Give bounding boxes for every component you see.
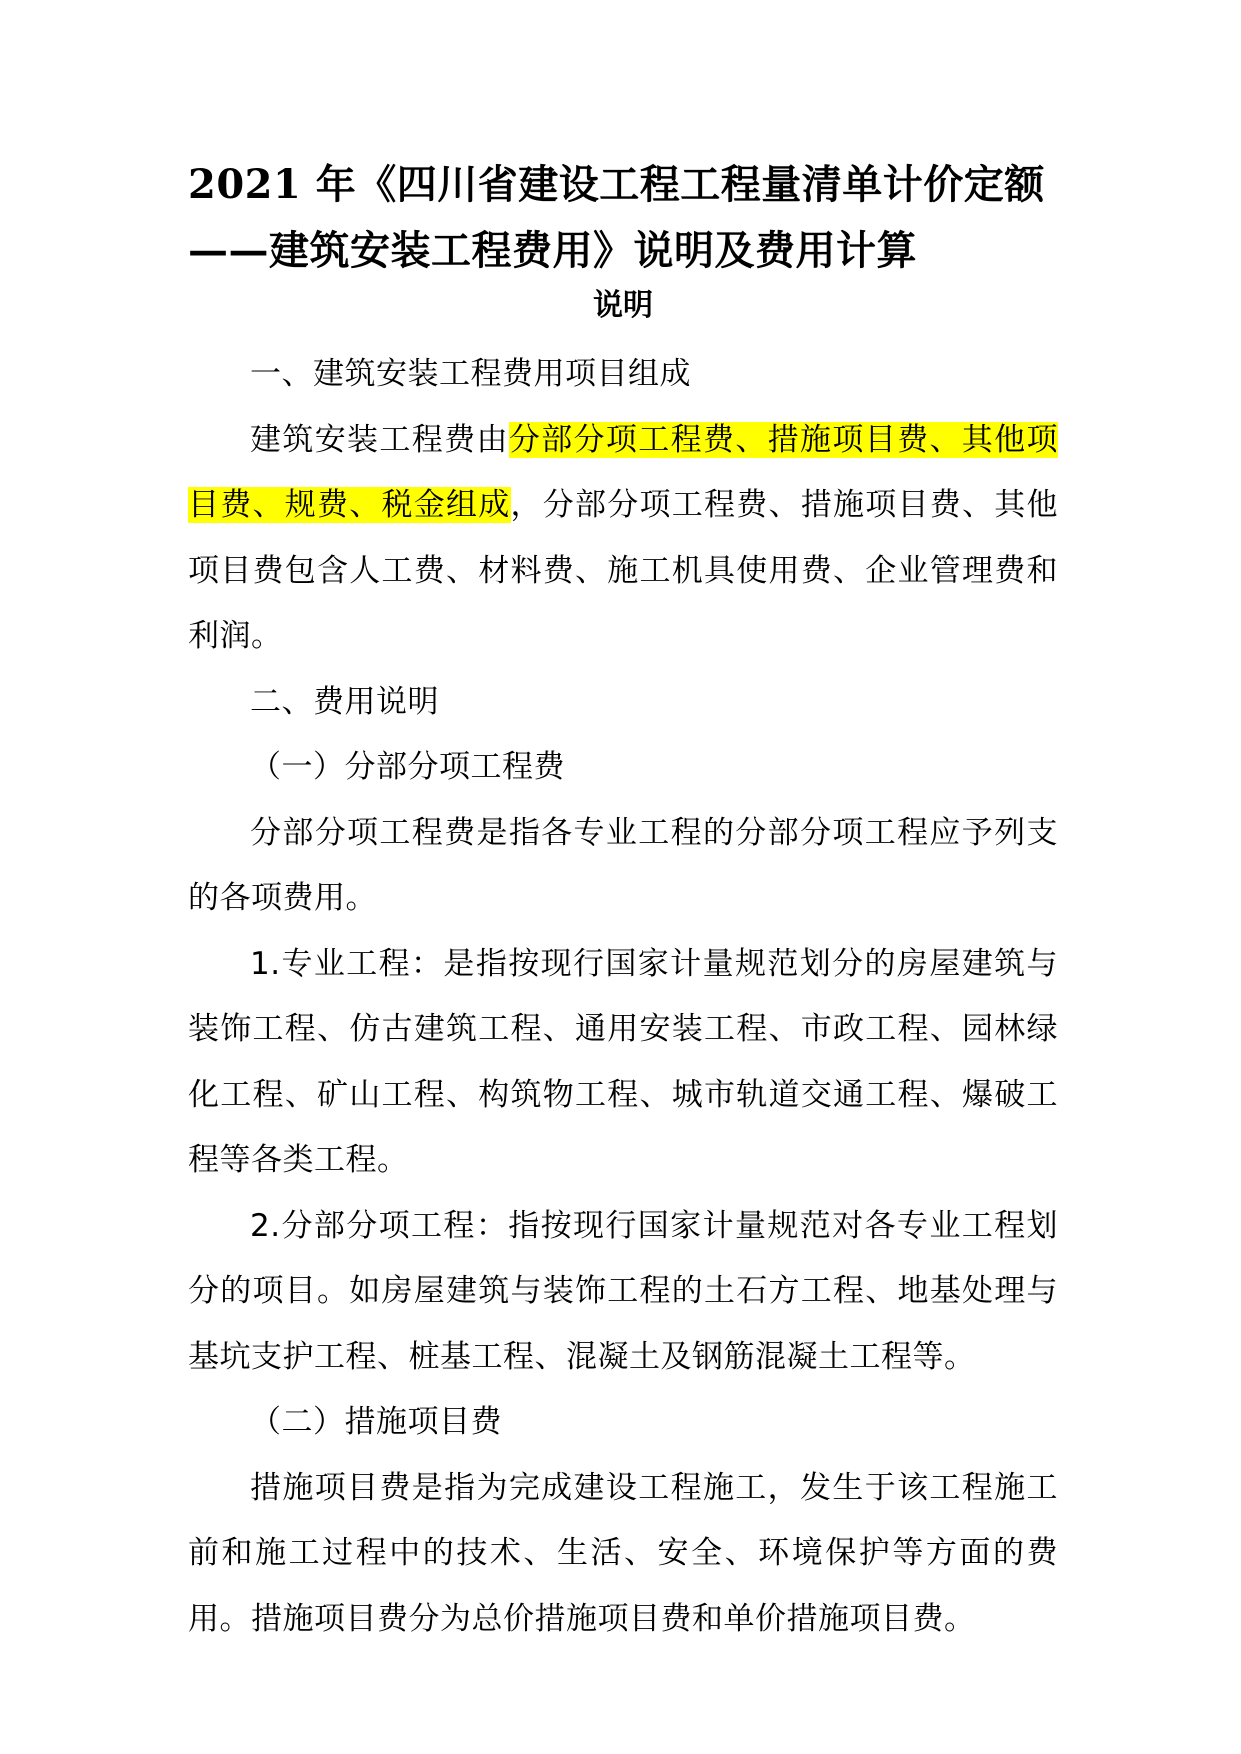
- subsection-2-paragraph: 措施项目费是指为完成建设工程施工，发生于该工程施工前和施工过程中的技术、生活、安全、环境保护等方面的费用。措施项目费分为总价措施项目费和单价措施项目费。: [188, 1469, 1058, 1637]
- document-title: [188, 152, 1058, 284]
- item-1-paragraph: 1.专业工程：是指按现行国家计量规范划分的房屋建筑与装饰工程、仿古建筑工程、通用安装工程、市政工程、园林绿化工程、矿山工程、构筑物工程、城市轨道交通工程、爆破工程等各类工程。: [188, 945, 1058, 1178]
- subsection-2-heading: （二）措施项目费: [250, 1404, 502, 1440]
- section-2-heading: 二、费用说明: [250, 683, 439, 720]
- item-2-paragraph: 2.分部分项工程：指按现行国家计量规范对各专业工程划分的项目。如房屋建筑与装饰工程的土石方工程、地基处理与基坑支护工程、桩基工程、混凝土及钢筋混凝土工程等。: [188, 1207, 1058, 1375]
- document-page: [188, 152, 1058, 1652]
- section-1-paragraph: [188, 408, 1058, 670]
- section-subtitle: 说明: [593, 288, 653, 323]
- highlighted-text: 分部分项工程费、措施项目费、其他项目费、规费、税金组成: [188, 421, 1059, 523]
- title-line-1: 2021 年《四川省建设工程工程量清单计价定额: [188, 161, 1045, 208]
- paragraph-text-after: ，分部分项工程费、措施项目费、其他项目费包含人工费、材料费、施工机具使用费、企业管理费和利润。: [188, 487, 1058, 654]
- title-line-2: ——建筑安装工程费用》说明及费用计算: [188, 227, 917, 274]
- subsection-1-paragraph: 分部分项工程费是指各专业工程的分部分项工程应予列支的各项费用。: [188, 814, 1058, 916]
- section-1-heading: 一、建筑安装工程费用项目组成: [250, 356, 691, 392]
- paragraph-text-before: 建筑安装工程费由: [250, 421, 509, 458]
- subsection-1-heading: （一）分部分项工程费: [250, 749, 565, 785]
